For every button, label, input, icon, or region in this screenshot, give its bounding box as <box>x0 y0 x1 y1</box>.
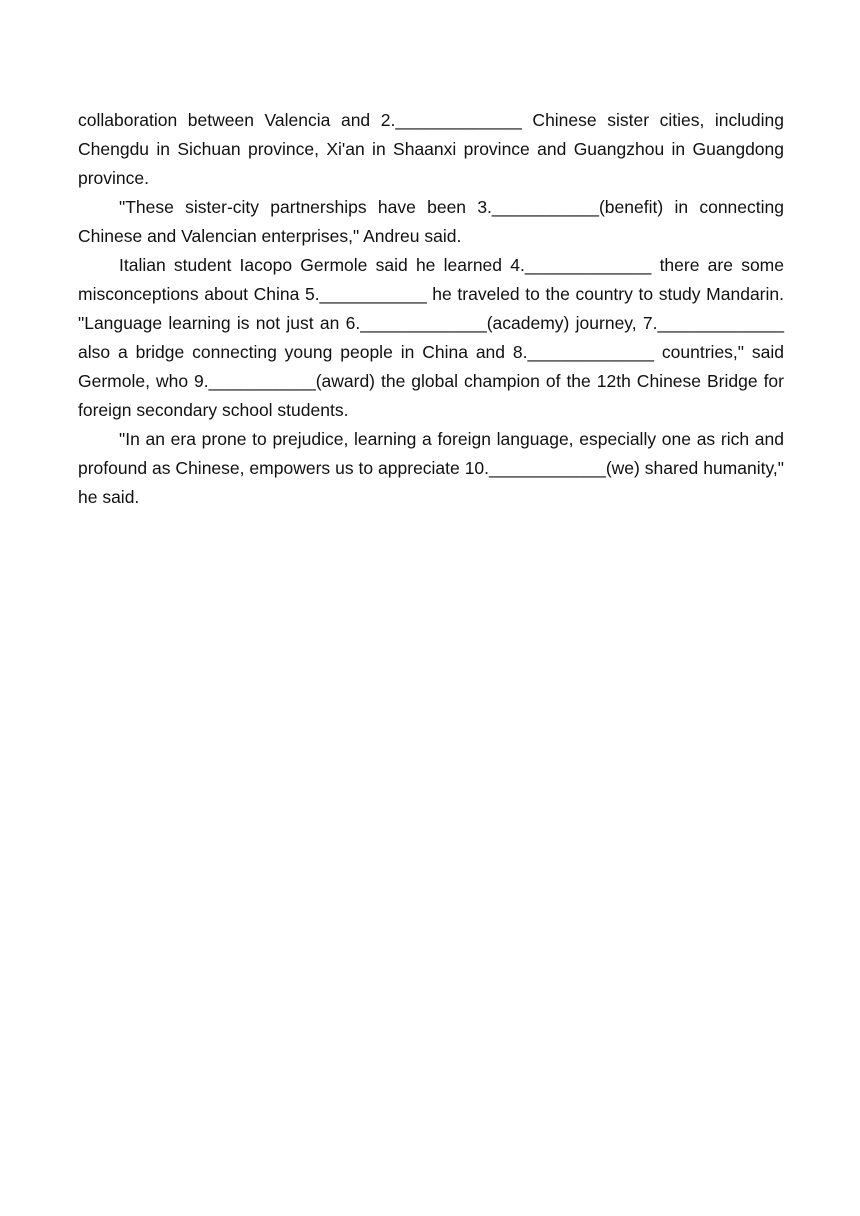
article-text <box>78 106 784 512</box>
paragraph-4: "In an era prone to prejudice, learning a foreign language, especially one as rich and profound as Chinese, empowers us to appreciate 10.____________(we) shared humanity," he said. <box>78 429 784 507</box>
paragraph-1: collaboration between Valencia and 2._____________ Chinese sister cities, including Chengdu in Sichuan province, Xi'an in Shaanxi province and Guangzhou in Guangdong province. <box>78 110 784 188</box>
paragraph-2: "These sister-city partnerships have been 3.___________(benefit) in connecting Chinese and Valencian enterprises," Andreu said. <box>78 197 784 246</box>
paragraph-3: Italian student Iacopo Germole said he learned 4._____________ there are some misconceptions about China 5.___________ he traveled to the country to study Mandarin. "Language learning is not just an 6._____________(academy) journey, 7._____________ also a bridge connecting young people in China and 8._____________ countries," said Germole, who 9.___________(award) the global champion of the 12th Chinese Bridge for foreign secondary school students. <box>78 255 784 420</box>
